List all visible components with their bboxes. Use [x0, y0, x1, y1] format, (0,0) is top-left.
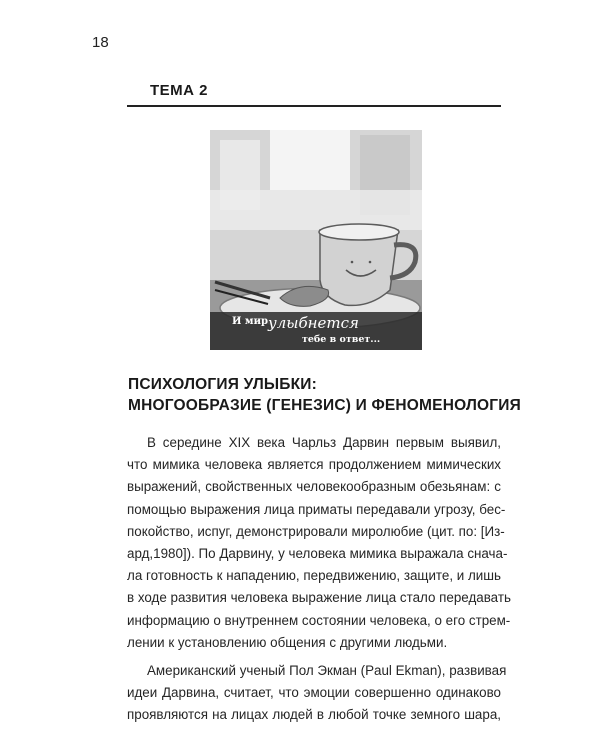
title-line-2: МНОГООБРАЗИЕ (ГЕНЕЗИС) И ФЕНОМЕНОЛОГИЯ [128, 397, 521, 414]
text-line: ард,1980]). По Дарвину, у человека мимика выражала снача- [127, 546, 508, 562]
caption-line2: тебе в ответ... [302, 334, 381, 345]
article-title [128, 374, 521, 416]
section-header: ТЕМА 2 [150, 82, 209, 99]
text-line: информацию о внутреннем состоянии человека, о его стрем- [127, 612, 511, 628]
title-line-1: ПСИХОЛОГИЯ УЛЫБКИ: [128, 376, 317, 393]
caption-line1-a: И мир [232, 316, 269, 327]
header-rule [127, 105, 501, 107]
text-line: проявляются на лицах людей в любой точке земного шара, [127, 707, 501, 723]
text-line: лении к установлению общения с другими людьми. [127, 634, 448, 650]
text-line: покойство, испуг, демонстрировали миролюбие (цит. по: [Из- [127, 523, 505, 539]
text-line: что мимика человека является продолжением мимических [127, 457, 501, 473]
text-line: ла готовность к нападению, передвижению, защите, и лишь [127, 568, 502, 584]
text-line: помощью выражения лица приматы передавали угрозу, бес- [127, 501, 506, 517]
illustration-cup [210, 130, 422, 350]
text-line: выражений, свойственных человекообразным обезьянам: с [127, 479, 501, 495]
text-line: идеи Дарвина, считает, что эмоции совершенно одинаково [127, 685, 501, 701]
body-text [127, 432, 511, 727]
page-number: 18 [92, 34, 109, 51]
text-line: Американский ученый Пол Экман (Paul Ekman), развивая [147, 663, 507, 679]
text-line: В середине XIX века Чарльз Дарвин первым выявил, [147, 435, 501, 450]
caption-line1-b: улыбнется [268, 314, 359, 332]
text-line: в ходе развития человека выражение лица стало передавать [127, 590, 511, 606]
